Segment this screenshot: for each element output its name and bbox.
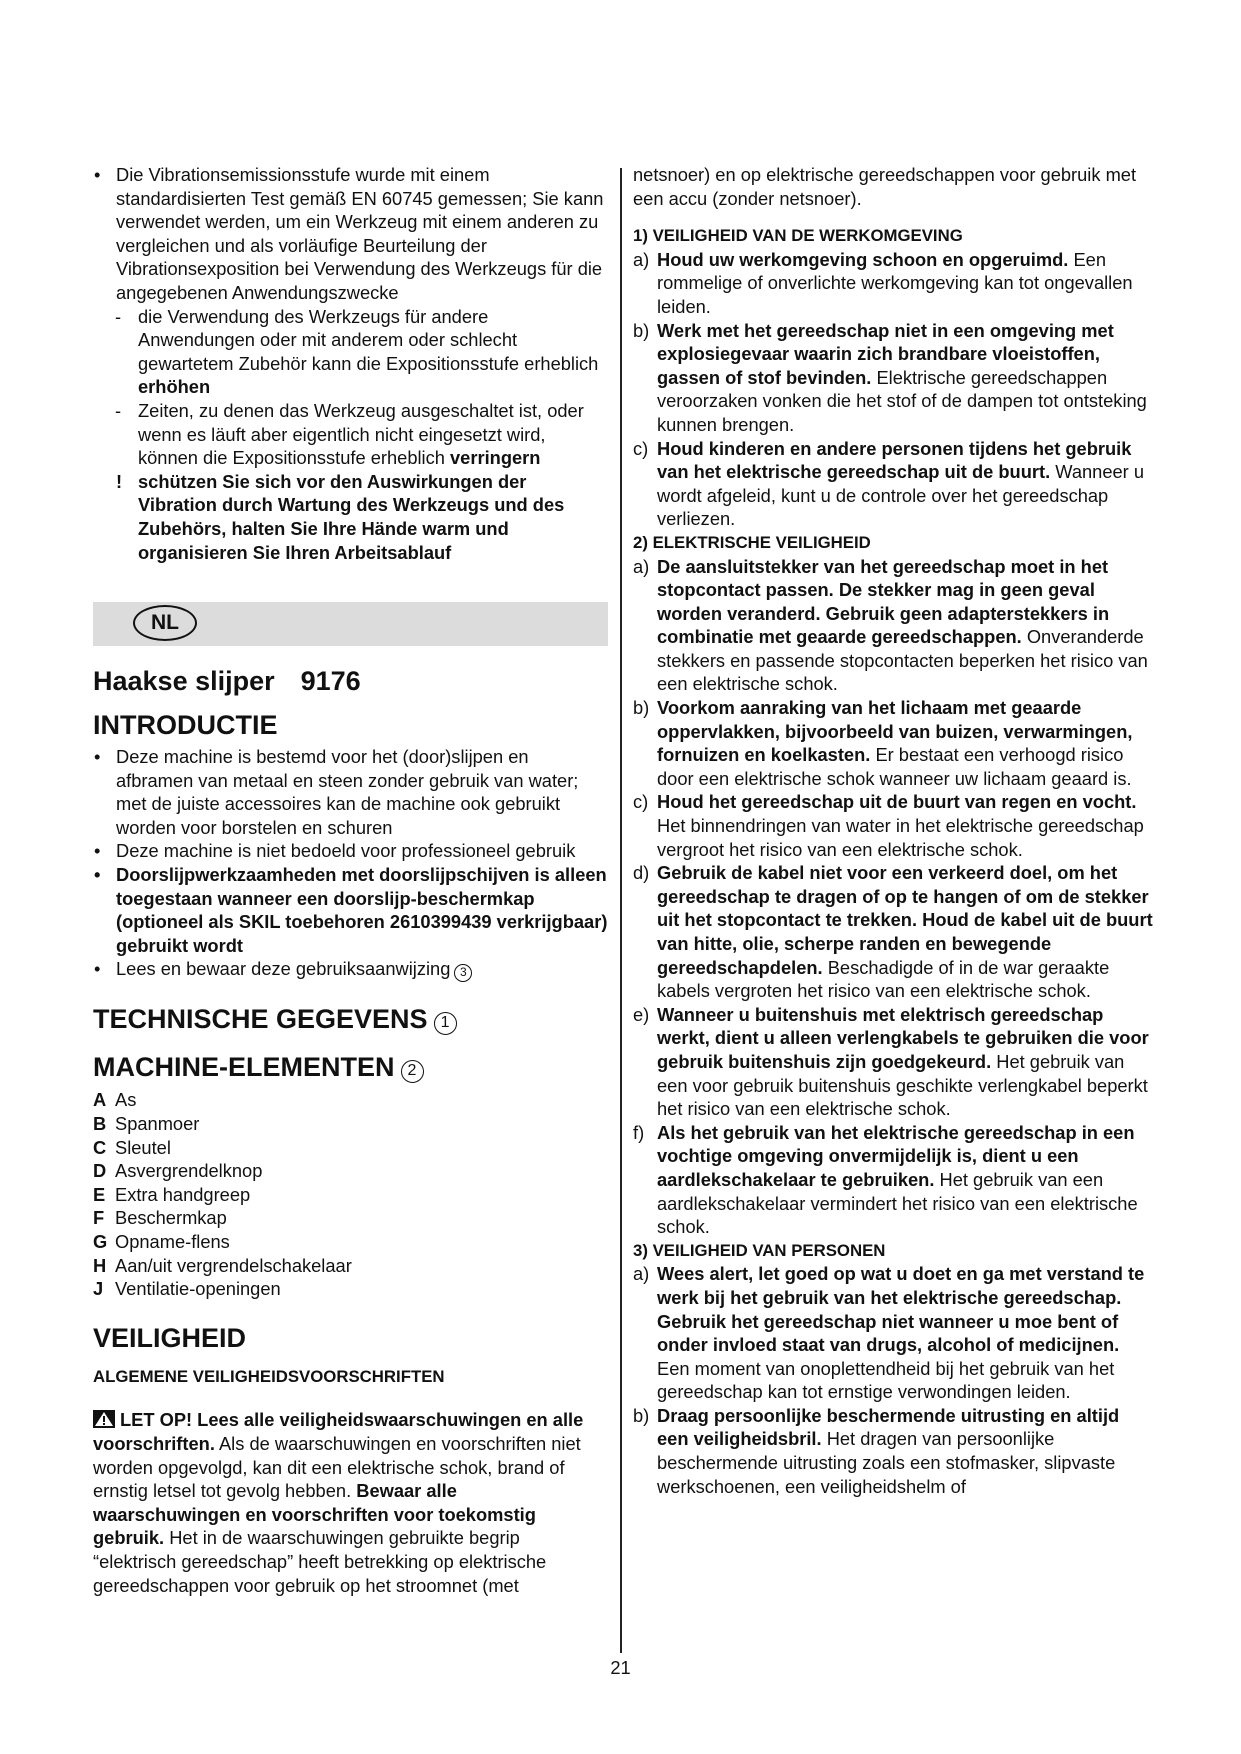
vibration-dash-2: - Zeiten, zu denen das Werkzeug ausgeschaltet ist, oder wenn es läuft aber eigentlich nicht eingesetzt wird, können die Expositionsstufe erheblich verringern <box>115 399 584 469</box>
rule-bold: Gebruik de kabel niet voor een verkeerd doel, om het gereedschap te dragen of op te hangen of om de stekker uit het stopcontact te trekken. Houd de kabel uit de buurt van hitte, olie, scherpe randen en bewegende gereedschapdelen. <box>657 862 1153 978</box>
rule-text: Een moment van onoplettendheid bij het gebruik van het gereedschap kan tot ernstige verwondingen leiden. <box>657 1357 1115 1403</box>
dash-2-text: Zeiten, zu denen das Werkzeug ausgeschaltet ist, oder wenn es läuft aber eigentlich nicht eingesetzt wird, können die Expositionsstufe erheblich <box>138 399 584 469</box>
rule-3b <box>633 1404 1153 1498</box>
rule-text: Het dragen van persoonlijke beschermende uitrusting zoals een stofmasker, slipvaste werkschoenen, een veiligheidshelm of <box>657 1428 1116 1497</box>
warning-bold-1: LET OP! Lees alle veiligheidswaarschuwingen en alle voorschriften. <box>93 1409 584 1454</box>
part-key: G <box>93 1231 108 1252</box>
part-item <box>93 1183 608 1207</box>
rule-text: Elektrische gereedschappen veroorzaken vonken die het stof of de dampen tot ontsteking kunnen brengen. <box>657 366 1147 435</box>
rule-bold: Als het gebruik van het elektrische gereedschap in een vochtige omgeving onvermijdelijk is, dient u een aardlekschakelaar te gebruiken. <box>657 1121 1135 1190</box>
part-key: D <box>93 1160 107 1182</box>
rule-bold: Werk met het gereedschap niet in een omgeving met explosiegevaar waarin zich brandbare vloeistoffen, gassen of stof bevinden. <box>657 319 1114 388</box>
rule-1c <box>633 437 1153 531</box>
dash-1-bold: erhöhen <box>138 376 211 398</box>
language-band <box>93 602 608 646</box>
right-column <box>633 163 1153 1498</box>
rule-text: Beschadigde of in de war geraakte kabels vergroten het risico van een elektrische schok. <box>657 956 1110 1002</box>
rule-3a <box>633 1262 1153 1404</box>
column-divider <box>620 168 622 1653</box>
rule-text: Er bestaat een verhoogd risico door een elektrische schok wanneer uw lichaam geaard is. <box>657 744 1132 789</box>
rule-marker: d) <box>633 862 650 884</box>
section-2-heading: 2) ELEKTRISCHE VEILIGHEID <box>633 532 871 552</box>
part-key: E <box>93 1183 106 1205</box>
rule-marker: a) <box>633 555 650 577</box>
intro-bullet-4-text: Lees en bewaar deze gebruiksaanwijzing <box>116 958 451 980</box>
rule-2d <box>633 861 1153 1003</box>
vibration-warning <box>93 470 608 564</box>
part-label: Asvergrendelknop <box>115 1160 263 1182</box>
rule-bold: De aansluitstekker van het gereedschap moet in het stopcontact passen. De stekker mag in geen geval worden veranderd. Gebruik geen adapterstekkers in combinatie met geaarde gereedschappen. <box>657 555 1110 648</box>
rule-2b <box>633 696 1153 790</box>
product-name: Haakse slijper <box>93 666 275 697</box>
intro-heading: INTRODUCTIE <box>93 710 278 741</box>
rule-marker: c) <box>633 791 649 813</box>
rule-bold: Draag persoonlijke beschermende uitrusting en altijd een veiligheidsbril. <box>657 1404 1120 1450</box>
figure-ref-3: 3 <box>454 964 472 982</box>
rule-bold: Wees alert, let goed op wat u doet en ga met verstand te werk bij het gebruik van het elektrische gereedschap. Gebruik het gereedschap niet wanneer u moe bent of onder invloed staat van drugs, alcohol of medicijnen. <box>657 1263 1145 1356</box>
figure-ref-2: 2 <box>401 1060 424 1083</box>
part-item <box>93 1112 608 1136</box>
rule-1b <box>633 319 1153 437</box>
rule-bold: Houd het gereedschap uit de buurt van regen en vocht. <box>657 791 1137 813</box>
section-1-heading: 1) VEILIGHEID VAN DE WERKOMGEVING <box>633 226 963 246</box>
part-item <box>93 1206 608 1230</box>
rule-text: Onveranderde stekkers en passende stopcontacten beperken het risico van een elektrische schok. <box>657 626 1148 695</box>
part-item <box>93 1254 608 1278</box>
rule-bold: Voorkom aanraking van het lichaam met geaarde oppervlakken, bijvoorbeeld van buizen, verwarmingen, fornuizen en koelkasten. <box>657 697 1133 766</box>
safety-heading: VEILIGHEID <box>93 1322 247 1353</box>
rule-2a <box>633 555 1153 697</box>
rule-marker: c) <box>633 437 649 459</box>
part-label: Extra handgreep <box>115 1183 251 1205</box>
exclamation-mark: ! <box>116 470 123 492</box>
rule-1a <box>633 248 1153 319</box>
part-label: As <box>115 1089 137 1111</box>
rule-bold: Wanneer u buitenshuis met elektrisch gereedschap werkt, dient u alleen verlengkabels te gebruiken die voor gebruik buitenshuis zijn goedgekeurd. <box>657 1003 1149 1072</box>
part-item <box>93 1088 608 1112</box>
rule-text: Een rommelige of onverlichte werkomgeving kan tot ongevallen leiden. <box>657 248 1133 317</box>
part-label: Spanmoer <box>115 1113 200 1135</box>
continued-text: netsnoer) en op elektrische gereedschappen voor gebruik met een accu (zonder netsnoer). <box>633 164 1137 209</box>
part-item <box>93 1136 608 1160</box>
product-title <box>93 664 608 698</box>
rule-2f <box>633 1121 1153 1239</box>
part-key: F <box>93 1207 105 1229</box>
part-item <box>93 1159 608 1183</box>
part-item <box>93 1230 608 1254</box>
machine-heading <box>93 1050 608 1084</box>
machine-heading-text: MACHINE-ELEMENTEN <box>93 1052 395 1083</box>
figure-ref-1: 1 <box>434 1012 457 1035</box>
part-label: Ventilatie-openingen <box>115 1278 281 1300</box>
left-column <box>93 163 608 1597</box>
rule-marker: b) <box>633 697 650 719</box>
warning-text-1: Als de waarschuwingen en voorschriften niet worden opgevolgd, kan dit een elektrische schok, brand of ernstig letsel tot gevolg hebben. <box>93 1432 581 1502</box>
parts-list <box>93 1088 608 1300</box>
part-key: C <box>93 1136 107 1158</box>
part-label: Aan/uit vergrendelschakelaar <box>115 1254 352 1276</box>
rule-marker: f) <box>633 1121 645 1143</box>
rule-text: Het gebruik van een voor gebruik buitenshuis geschikte verlengkabel beperkt het risico van een elektrische schok. <box>657 1050 1148 1120</box>
general-warning <box>93 1408 608 1597</box>
vibration-dash-1: - die Verwendung des Werkzeugs für andere Anwendungen oder mit anderem oder schlecht gewartetem Zubehör kann die Expositionsstufe erheblich erhöhen <box>115 305 599 398</box>
part-key: B <box>93 1113 107 1135</box>
vibration-bullet: • Die Vibrationsemissionsstufe wurde mit einem standardisierten Test gemäß EN 60745 gemessen; Sie kann verwendet werden, um ein Werkzeug mit einem anderen zu vergleichen und als vorläufige Beurteilung der Vibrationsexposition bei Verwendung des Werkzeugs für die angegebenen Anwendungszwecke <box>93 163 608 305</box>
tech-heading-text: TECHNISCHE GEGEVENS <box>93 1004 428 1035</box>
warning-text-2: Het in de waarschuwingen gebruikte begrip “elektrisch gereedschap” heeft betrekking op elektrische gereedschappen voor gebruik op het stroomnet (met <box>93 1527 547 1596</box>
page-number: 21 <box>610 1657 631 1678</box>
intro-bullet-3: • Doorslijpwerkzaamheden met doorslijpschijven is alleen toegestaan wanneer een doorslijp-beschermkap (optioneel als SKIL toebehoren 2610399439 verkrijgbaar) gebruikt wordt <box>93 863 608 957</box>
section-3-heading: 3) VEILIGHEID VAN PERSONEN <box>633 1240 886 1260</box>
rule-marker: e) <box>633 1003 650 1025</box>
vibration-warning-text: schützen Sie sich vor den Auswirkungen der Vibration durch Wartung des Werkzeugs und des Zubehörs, halten Sie Ihre Hände warm und organisieren Sie Ihren Arbeitsablauf <box>138 470 565 563</box>
language-badge: NL <box>133 605 197 641</box>
product-number: 9176 <box>300 666 361 697</box>
rule-marker: b) <box>633 1404 650 1426</box>
dash-1-text: die Verwendung des Werkzeugs für andere Anwendungen oder mit anderem oder schlecht gewartetem Zubehör kann die Expositionsstufe erheblich <box>138 305 599 374</box>
part-key: J <box>93 1278 104 1300</box>
rule-text: Wanneer u wordt afgeleid, kunt u de controle over het gereedschap verliezen. <box>657 461 1145 530</box>
dash-2-bold: verringern <box>450 447 541 469</box>
intro-bullet-1: • Deze machine is bestemd voor het (door)slijpen en afbramen van metaal en steen zonder gebruik van water; met de juiste accessoires kan de machine ook gebruikt worden voor borstelen en schuren <box>93 745 608 839</box>
intro-bullet-4 <box>93 957 608 982</box>
part-label: Beschermkap <box>115 1207 227 1229</box>
part-item <box>93 1277 608 1301</box>
rule-2c <box>633 790 1153 861</box>
part-label: Sleutel <box>115 1136 171 1158</box>
part-key: H <box>93 1254 107 1276</box>
warning-triangle-icon <box>93 1410 115 1428</box>
warning-bold-2: Bewaar alle waarschuwingen en voorschriften voor toekomstig gebruik. <box>93 1480 536 1549</box>
rule-text: Het binnendringen van water in het elektrische gereedschap vergroot het risico van een elektrische schok. <box>657 815 1144 860</box>
rule-2e <box>633 1003 1153 1121</box>
rule-bold: Houd uw werkomgeving schoon en opgeruimd. <box>657 248 1069 270</box>
rule-marker: b) <box>633 319 650 341</box>
rule-marker: a) <box>633 1263 650 1285</box>
rule-marker: a) <box>633 248 650 270</box>
tech-heading <box>93 1002 608 1036</box>
rule-text: Het gebruik van een aardlekschakelaar vermindert het risico van een elektrische schok. <box>657 1168 1138 1238</box>
rule-bold: Houd kinderen en andere personen tijdens het gebruik van het elektrische gereedschap uit de buurt. <box>657 437 1132 483</box>
intro-bullet-2: • Deze machine is niet bedoeld voor professioneel gebruik <box>93 839 608 863</box>
part-key: A <box>93 1089 107 1111</box>
part-label: Opname-flens <box>115 1231 230 1252</box>
general-safety-heading: ALGEMENE VEILIGHEIDSVOORSCHRIFTEN <box>93 1366 445 1386</box>
